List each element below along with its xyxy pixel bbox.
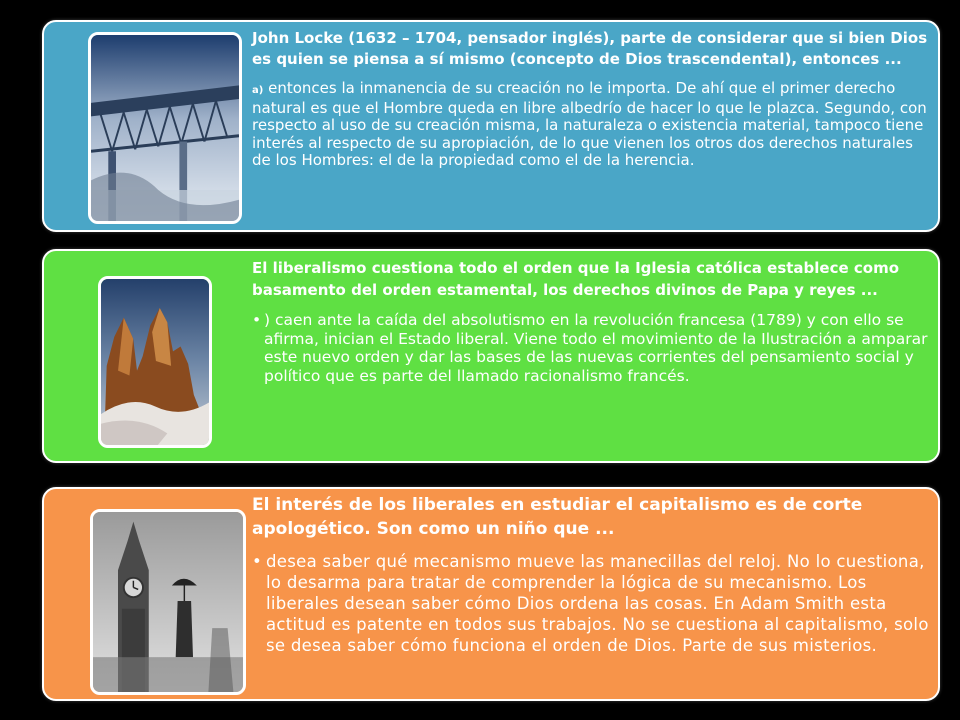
panel-liberalismo: [42, 249, 940, 463]
clock-tower-photo: [90, 509, 246, 695]
item-marker: a): [252, 85, 264, 96]
panel-locke-content: [252, 28, 932, 170]
panel-capitalismo-heading: El interés de los liberales en estudiar el capitalismo es de corte apologético. Son como un niño que ...: [252, 495, 863, 539]
panel-liberalismo-heading: El liberalismo cuestiona todo el orden que la Iglesia católica establece como basamento del orden estamental, los derechos divinos de Papa y reyes ...: [252, 259, 900, 299]
bridge-photo: [88, 32, 242, 224]
panel-locke: [42, 20, 940, 232]
panel-locke-text: entonces la inmanencia de su creación no le importa. De ahí que el primer derecho natural es que el Hombre queda en libre albedrío de hacer lo que le plazca. Segundo, con respecto al uso de su creación misma, la naturaleza o existencia material, tampoco tiene interés al respecto de su apropiación, de lo que vienen los otros dos derechos naturales de los Hombres: el de la propiedad como el de la herencia.: [252, 79, 927, 169]
bullet-marker: •: [252, 311, 262, 329]
mountain-photo: [98, 276, 212, 448]
panel-capitalismo: [42, 487, 940, 701]
panel-capitalismo-content: [252, 493, 932, 656]
panel-liberalismo-content: [252, 257, 932, 385]
bullet-item: [252, 311, 932, 385]
panel-capitalismo-text: desea saber qué mecanismo mueve las manecillas del reloj. No lo cuestiona, lo desarma para tratar de comprender la lógica de su mecanismo. Los liberales desean saber cómo Dios ordena las cosas. En Adam Smith esta actitud es patente en todos sus trabajos. No se cuestiona al capitalismo, solo se desea saber cómo funciona el orden de Dios. Parte de sus misterios.: [266, 552, 929, 655]
bullet-item: [252, 551, 932, 656]
bullet-marker: •: [252, 552, 263, 571]
panel-liberalismo-text: ) caen ante la caída del absolutismo en la revolución francesa (1789) y con ello se afirma, inician el Estado liberal. Viene todo el movimiento de la Ilustración a amparar este nuevo orden y dar las bases de las nuevas corrientes del pensamiento social y político que es parte del llamado racionalismo francés.: [264, 311, 928, 385]
panel-locke-heading: John Locke (1632 – 1704, pensador inglés), parte de considerar que si bien Dios es quien se piensa a sí mismo (concepto de Dios trascendental), entonces ...: [252, 29, 928, 68]
